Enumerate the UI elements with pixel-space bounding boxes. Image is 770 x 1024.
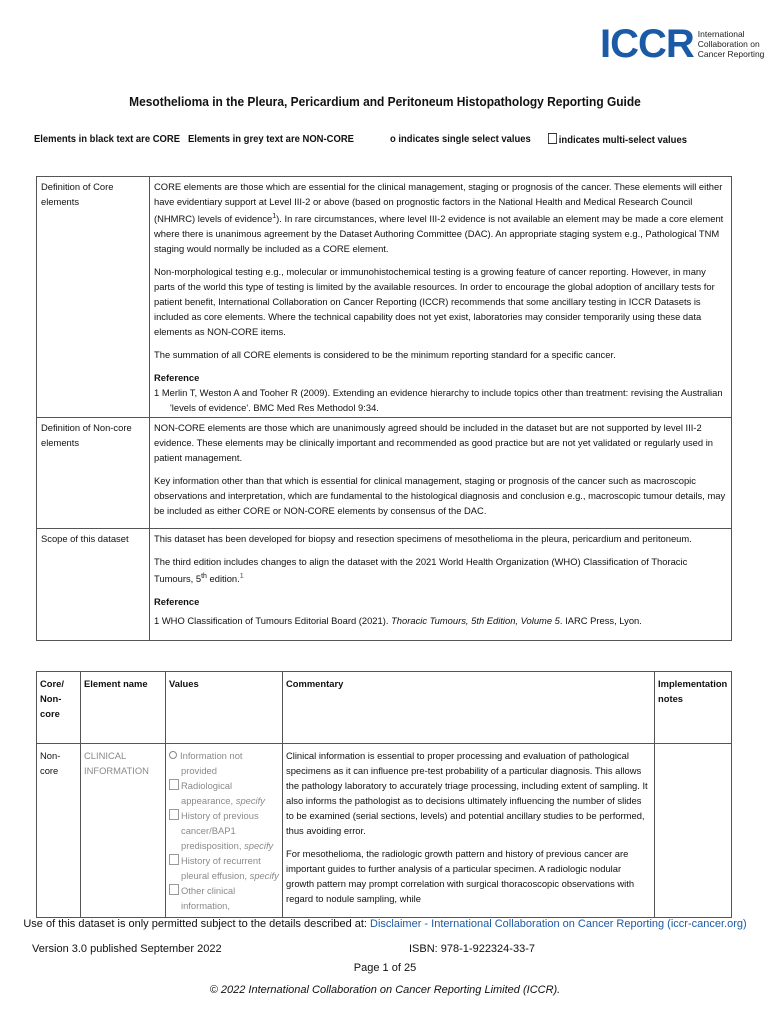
header-element: Element name: [81, 672, 166, 744]
cell-values: [166, 744, 283, 918]
elements-table: [36, 671, 732, 918]
cell-element: CLINICAL INFORMATION: [81, 744, 166, 918]
definition-paragraph: NON-CORE elements are those which are unanimously agreed should be included in the dataset but are not supported by level III-2 evidence. These elements may be clinically important and recommended as good practice but are not yet validated or regularly used in patient management.: [154, 422, 713, 464]
value-option: Information not provided: [169, 748, 279, 778]
reference-item: 1 WHO Classification of Tumours Editorial Board (2021). Thoracic Tumours, 5th Edition, Volume 5. IARC Press, Lyon.: [154, 615, 642, 627]
disclaimer-link[interactable]: Disclaimer - International Collaboration on Cancer Reporting (iccr-cancer.org): [370, 918, 747, 930]
definition-paragraph: This dataset has been developed for biopsy and resection specimens of mesothelioma in the pleura, pericardium and peritoneum.: [154, 533, 692, 545]
logo-mark: ICCR: [600, 22, 694, 66]
checkbox-icon: [169, 854, 179, 865]
definition-paragraph: Key information other than that which is essential for clinical management, staging or prognosis of the cancer such as macroscopic observations and interpretation, which are fundamental to the histological diagnosis and conclusion e.g., macroscopic tumour details, may be included as either CORE or NON-CORE elements by consensus of the DAC.: [154, 475, 726, 517]
definition-label: Definition of Core elements: [37, 177, 150, 418]
value-option: History of previous cancer/BAP1 predisposition, specify: [169, 808, 279, 853]
definition-row-core: [37, 177, 732, 418]
cell-implementation: [655, 744, 732, 918]
definition-row-noncore: [37, 418, 732, 529]
header-implementation: Implementation notes: [655, 672, 732, 744]
footer-isbn: ISBN: 978-1-922324-33-7: [409, 943, 535, 955]
definition-paragraph: Non-morphological testing e.g., molecular or immunohistochemical testing is a growing feature of cancer reporting. However, in many parts of the world this type of testing is limited by the available resources. In order to encourage the global adoption of ancillary tests for patient benefit, International Collaboration on Cancer Reporting (ICCR) recommends that some ancillary testing in ICCR Datasets is included as core elements. Where the technical capability does not yet exist, laboratories may consider temporarily using these data elements as NON-CORE items.: [154, 266, 715, 338]
commentary-paragraph: Clinical information is essential to proper processing and evaluation of pathological specimens as it can influence pre-test probability of a particular diagnosis. This allows the pathology laboratory to accurately triage processing, including extent of sampling. It also informs the pathologist as to decisions ultimately influencing the number of slides to be examined (serial sections, levels) and potential ancillary studies to be performed, thus avoiding error.: [286, 750, 648, 836]
legend-core: Elements in black text are CORE: [34, 133, 181, 145]
definition-body: [150, 418, 732, 529]
footnote-link[interactable]: 1: [239, 573, 244, 581]
header-values: Values: [166, 672, 283, 744]
legend-single: o indicates single select values: [390, 133, 531, 145]
logo-line: Collaboration on: [697, 39, 760, 49]
reference-heading: Reference: [154, 372, 200, 384]
header-core: Core/ Non-core: [37, 672, 81, 744]
logo-line: International: [697, 29, 745, 39]
reference-heading: Reference: [154, 596, 200, 608]
value-option: Radiological appearance, specify: [169, 778, 279, 808]
header-commentary: Commentary: [283, 672, 655, 744]
page-title: Mesothelioma in the Pleura, Pericardium and Peritoneum Histopathology Reporting Guide: [129, 94, 641, 109]
iccr-logo: [600, 24, 764, 64]
cell-core: Non-core: [37, 744, 81, 918]
definition-body: [150, 177, 732, 418]
reference-item: 1 Merlin T, Weston A and Tooher R (2009). Extending an evidence hierarchy to include topics other than treatment: revising the Australian 'levels of evidence'. BMC Med Res Methodol 9:34.: [154, 387, 723, 414]
footer-copyright: © 2022 International Collaboration on Cancer Reporting Limited (ICCR).: [209, 984, 561, 996]
legend-noncore: Elements in grey text are NON-CORE: [188, 133, 354, 145]
checkbox-icon: [169, 884, 179, 895]
logo-line: Cancer Reporting: [697, 49, 765, 59]
table-row: [37, 744, 732, 918]
checkbox-icon: [548, 133, 557, 144]
commentary-paragraph: For mesothelioma, the radiologic growth pattern and history of previous cancer are important guides to further analysis of a particular specimen. A radiologic nodular growth pattern may prompt correlation with surgical thoracoscopic observations with regard to nodule sampling, while: [286, 848, 635, 904]
logo-text: [698, 29, 765, 59]
definition-paragraph: The third edition includes changes to align the dataset with the 2021 World Health Organization (WHO) Classification of Thoracic Tumours, 5th edition.$^1$: [154, 556, 688, 585]
cell-commentary: [283, 744, 655, 918]
footer-version: Version 3.0 published September 2022: [32, 943, 222, 955]
legend-multi-text: indicates multi-select values: [558, 134, 687, 146]
checkbox-icon: [169, 809, 179, 820]
definitions-table: [36, 176, 732, 641]
definition-paragraph: The summation of all CORE elements is considered to be the minimum reporting standard for a specific cancer.: [154, 349, 616, 361]
footer-page: Page 1 of 25: [353, 962, 417, 974]
checkbox-icon: [169, 779, 179, 790]
definition-row-scope: [37, 529, 732, 641]
footer-use: Use of this dataset is only permitted subject to the details described at: Disclaimer - International Collaboration on Cancer Reporting (iccr-cancer.org): [23, 918, 747, 930]
radio-icon: [169, 751, 177, 759]
definition-body: [150, 529, 732, 641]
definition-paragraph: CORE elements are those which are essential for the clinical management, staging or prognosis of the cancer. These elements will either have evidentiary support at Level III-2 or above (based on prognostic factors in the National Health and Medical Research Council (NHMRC) levels of evidence$^1$). In rare circumstances, where level III-2 evidence is not available an element may be made a core element where there is unanimous agreement by the Dataset Authoring Committee (DAC). An appropriate staging system e.g., Pathological TNM staging would normally be included as a CORE element.: [154, 181, 724, 255]
value-option: History of recurrent pleural effusion, specify: [169, 853, 279, 883]
value-option: Other clinical information,: [169, 883, 279, 913]
definition-label: Definition of Non-core elements: [37, 418, 150, 529]
legend-multi: [548, 133, 687, 146]
definition-label: Scope of this dataset: [37, 529, 150, 641]
table-header-row: [37, 672, 732, 744]
